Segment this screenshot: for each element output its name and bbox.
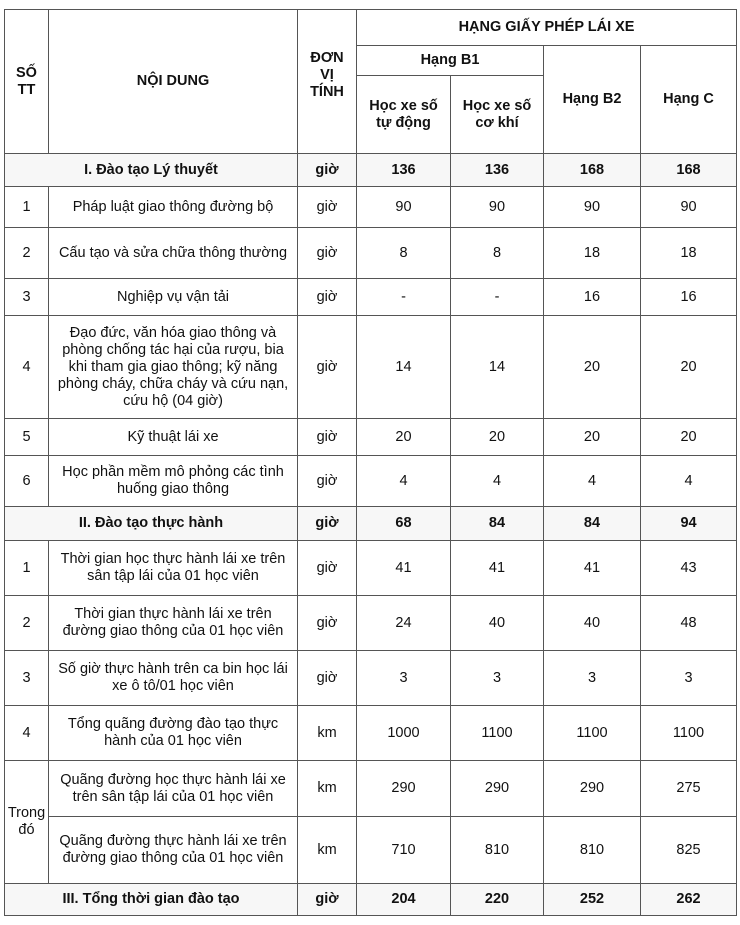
header-content: NỘI DUNG (49, 10, 298, 154)
unit-cell: giờ (298, 651, 357, 706)
value-cell: 18 (641, 228, 737, 279)
value-cell: 3 (641, 651, 737, 706)
table-row (5, 187, 737, 228)
value-cell: 168 (544, 154, 641, 187)
row-number: 3 (5, 279, 49, 316)
value-cell: 90 (641, 187, 737, 228)
value-cell: 90 (451, 187, 544, 228)
section-title: I. Đào tạo Lý thuyết (5, 154, 298, 187)
value-cell: 825 (641, 817, 737, 884)
value-cell: 710 (357, 817, 451, 884)
value-cell: 4 (641, 456, 737, 507)
value-cell: 220 (451, 884, 544, 916)
value-cell: 40 (544, 596, 641, 651)
table-row (5, 817, 737, 884)
trong-do-label: Trong đó (5, 761, 49, 884)
value-cell: 1000 (357, 706, 451, 761)
value-cell: 4 (544, 456, 641, 507)
value-cell: 94 (641, 507, 737, 541)
row-content: Đạo đức, văn hóa giao thông và phòng chống tác hại của rượu, bia khi tham gia giao thông; kỹ năng phòng cháy, chữa cháy và cứu nạn, cứu hộ (04 giờ) (49, 316, 298, 419)
row-content: Số giờ thực hành trên ca bin học lái xe ô tô/01 học viên (49, 651, 298, 706)
value-cell: 14 (451, 316, 544, 419)
row-content: Kỹ thuật lái xe (49, 419, 298, 456)
value-cell: - (357, 279, 451, 316)
section-total-row (5, 884, 737, 916)
table-row (5, 228, 737, 279)
value-cell: 20 (451, 419, 544, 456)
value-cell: 136 (451, 154, 544, 187)
table-row (5, 596, 737, 651)
header-unit: ĐƠN VỊ TÍNH (298, 10, 357, 154)
row-number: 1 (5, 541, 49, 596)
value-cell: 90 (544, 187, 641, 228)
value-cell: 204 (357, 884, 451, 916)
value-cell: 4 (451, 456, 544, 507)
value-cell: 8 (451, 228, 544, 279)
unit-cell: giờ (298, 456, 357, 507)
value-cell: 20 (641, 316, 737, 419)
value-cell: 40 (451, 596, 544, 651)
row-content: Quãng đường thực hành lái xe trên đường giao thông của 01 học viên (49, 817, 298, 884)
table-row (5, 279, 737, 316)
header-stt: SỐ TT (5, 10, 49, 154)
table-row (5, 419, 737, 456)
value-cell: - (451, 279, 544, 316)
row-number: 1 (5, 187, 49, 228)
value-cell: 290 (451, 761, 544, 817)
value-cell: 16 (544, 279, 641, 316)
section-title: III. Tổng thời gian đào tạo (5, 884, 298, 916)
row-content: Tổng quãng đường đào tạo thực hành của 01 học viên (49, 706, 298, 761)
value-cell: 41 (451, 541, 544, 596)
value-cell: 90 (357, 187, 451, 228)
table-row (5, 761, 737, 817)
row-content: Quãng đường học thực hành lái xe trên sân tập lái của 01 học viên (49, 761, 298, 817)
value-cell: 68 (357, 507, 451, 541)
value-cell: 84 (544, 507, 641, 541)
value-cell: 168 (641, 154, 737, 187)
row-number: 4 (5, 316, 49, 419)
value-cell: 1100 (544, 706, 641, 761)
value-cell: 275 (641, 761, 737, 817)
header-b1-automatic: Học xe số tự động (357, 76, 451, 154)
table-row (5, 456, 737, 507)
value-cell: 8 (357, 228, 451, 279)
training-hours-table (4, 9, 737, 916)
unit-cell: km (298, 761, 357, 817)
row-number: 2 (5, 228, 49, 279)
value-cell: 810 (544, 817, 641, 884)
unit-cell: giờ (298, 154, 357, 187)
value-cell: 16 (641, 279, 737, 316)
row-number: 6 (5, 456, 49, 507)
value-cell: 1100 (451, 706, 544, 761)
row-number: 3 (5, 651, 49, 706)
value-cell: 20 (357, 419, 451, 456)
value-cell: 18 (544, 228, 641, 279)
unit-cell: km (298, 706, 357, 761)
value-cell: 3 (451, 651, 544, 706)
unit-cell: giờ (298, 419, 357, 456)
value-cell: 48 (641, 596, 737, 651)
value-cell: 810 (451, 817, 544, 884)
value-cell: 252 (544, 884, 641, 916)
header-class-b2: Hạng B2 (544, 46, 641, 154)
header-class-b1: Hạng B1 (357, 46, 544, 76)
unit-cell: giờ (298, 541, 357, 596)
unit-cell: giờ (298, 507, 357, 541)
row-number: 5 (5, 419, 49, 456)
value-cell: 3 (544, 651, 641, 706)
value-cell: 4 (357, 456, 451, 507)
row-content: Học phần mềm mô phỏng các tình huống giao thông (49, 456, 298, 507)
value-cell: 290 (544, 761, 641, 817)
unit-cell: giờ (298, 187, 357, 228)
header-class-c: Hạng C (641, 46, 737, 154)
value-cell: 262 (641, 884, 737, 916)
section-theory-row (5, 154, 737, 187)
row-content: Pháp luật giao thông đường bộ (49, 187, 298, 228)
value-cell: 20 (544, 419, 641, 456)
unit-cell: giờ (298, 596, 357, 651)
unit-cell: giờ (298, 228, 357, 279)
section-title: II. Đào tạo thực hành (5, 507, 298, 541)
value-cell: 136 (357, 154, 451, 187)
table-row (5, 651, 737, 706)
unit-cell: giờ (298, 279, 357, 316)
value-cell: 24 (357, 596, 451, 651)
unit-cell: km (298, 817, 357, 884)
value-cell: 20 (641, 419, 737, 456)
header-b1-manual: Học xe số cơ khí (451, 76, 544, 154)
value-cell: 3 (357, 651, 451, 706)
row-content: Thời gian thực hành lái xe trên đường giao thông của 01 học viên (49, 596, 298, 651)
value-cell: 41 (357, 541, 451, 596)
value-cell: 43 (641, 541, 737, 596)
table-row (5, 706, 737, 761)
value-cell: 1100 (641, 706, 737, 761)
row-content: Nghiệp vụ vận tải (49, 279, 298, 316)
table-row (5, 316, 737, 419)
row-content: Cấu tạo và sửa chữa thông thường (49, 228, 298, 279)
row-number: 4 (5, 706, 49, 761)
value-cell: 20 (544, 316, 641, 419)
row-number: 2 (5, 596, 49, 651)
unit-cell: giờ (298, 316, 357, 419)
row-content: Thời gian học thực hành lái xe trên sân tập lái của 01 học viên (49, 541, 298, 596)
unit-cell: giờ (298, 884, 357, 916)
value-cell: 290 (357, 761, 451, 817)
header-license-class: HẠNG GIẤY PHÉP LÁI XE (357, 10, 737, 46)
section-practice-row (5, 507, 737, 541)
value-cell: 14 (357, 316, 451, 419)
value-cell: 41 (544, 541, 641, 596)
table-row (5, 541, 737, 596)
value-cell: 84 (451, 507, 544, 541)
